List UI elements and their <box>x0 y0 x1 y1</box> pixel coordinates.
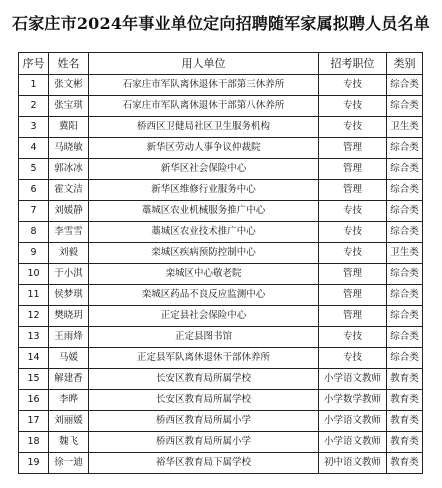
cell-position: 小学数学教师 <box>319 390 387 411</box>
table-row <box>19 159 423 180</box>
roster-table <box>18 52 423 474</box>
cell-index: 9 <box>19 243 49 264</box>
cell-index: 12 <box>19 306 49 327</box>
cell-employer: 新华区维修行业服务中心 <box>89 180 319 201</box>
cell-position: 专技 <box>319 75 387 96</box>
cell-employer: 栾城区疾病预防控制中心 <box>89 243 319 264</box>
cell-category: 卫生类 <box>387 117 423 138</box>
cell-employer: 裕华区教育局下属学校 <box>89 453 319 474</box>
table-row <box>19 180 423 201</box>
document-title: 石家庄市2024年事业单位定向招聘随军家属拟聘人员名单 <box>12 14 430 33</box>
cell-name: 解建香 <box>49 369 89 390</box>
cell-category: 综合类 <box>387 75 423 96</box>
cell-category: 综合类 <box>387 180 423 201</box>
table-row <box>19 285 423 306</box>
cell-category: 综合类 <box>387 201 423 222</box>
cell-index: 5 <box>19 159 49 180</box>
table-row <box>19 390 423 411</box>
table-row <box>19 348 423 369</box>
cell-position: 管理 <box>319 264 387 285</box>
cell-employer: 桥西区教育局所属小学 <box>89 432 319 453</box>
table-body <box>19 75 423 474</box>
cell-employer: 新华区社会保险中心 <box>89 159 319 180</box>
cell-index: 19 <box>19 453 49 474</box>
cell-category: 综合类 <box>387 306 423 327</box>
cell-employer: 栾城区中心敬老院 <box>89 264 319 285</box>
cell-category: 综合类 <box>387 96 423 117</box>
cell-position: 管理 <box>319 180 387 201</box>
cell-index: 10 <box>19 264 49 285</box>
cell-employer: 藁城区农业机械服务推广中心 <box>89 201 319 222</box>
cell-index: 14 <box>19 348 49 369</box>
cell-category: 综合类 <box>387 327 423 348</box>
table-row <box>19 96 423 117</box>
cell-position: 专技 <box>319 243 387 264</box>
table-header-row <box>19 53 423 75</box>
cell-category: 教育类 <box>387 390 423 411</box>
cell-name: 侯梦琪 <box>49 285 89 306</box>
cell-index: 16 <box>19 390 49 411</box>
cell-index: 17 <box>19 411 49 432</box>
cell-name: 张文彬 <box>49 75 89 96</box>
cell-name: 于小淇 <box>49 264 89 285</box>
cell-category: 综合类 <box>387 285 423 306</box>
cell-category: 教育类 <box>387 369 423 390</box>
cell-index: 13 <box>19 327 49 348</box>
cell-position: 小学语文教师 <box>319 411 387 432</box>
cell-category: 卫生类 <box>387 243 423 264</box>
cell-employer: 正定县图书馆 <box>89 327 319 348</box>
cell-position: 小学语文教师 <box>319 432 387 453</box>
cell-name: 刘媛静 <box>49 201 89 222</box>
table-row <box>19 75 423 96</box>
table-row <box>19 201 423 222</box>
cell-employer: 栾城区药品不良反应监测中心 <box>89 285 319 306</box>
cell-position: 专技 <box>319 96 387 117</box>
cell-position: 专技 <box>319 222 387 243</box>
cell-index: 1 <box>19 75 49 96</box>
cell-name: 张宝琪 <box>49 96 89 117</box>
cell-position: 管理 <box>319 306 387 327</box>
table-row <box>19 369 423 390</box>
cell-category: 综合类 <box>387 138 423 159</box>
cell-name: 马媛 <box>49 348 89 369</box>
cell-position: 初中语文教师 <box>319 453 387 474</box>
cell-name: 魏飞 <box>49 432 89 453</box>
table-row <box>19 222 423 243</box>
cell-category: 教育类 <box>387 453 423 474</box>
table-row <box>19 327 423 348</box>
cell-name: 冀阳 <box>49 117 89 138</box>
cell-category: 综合类 <box>387 264 423 285</box>
cell-position: 专技 <box>319 327 387 348</box>
cell-name: 李晔 <box>49 390 89 411</box>
cell-employer: 长安区教育局所属学校 <box>89 390 319 411</box>
cell-position: 专技 <box>319 117 387 138</box>
header-name: 姓名 <box>49 53 89 75</box>
cell-category: 综合类 <box>387 222 423 243</box>
cell-employer: 正定县社会保险中心 <box>89 306 319 327</box>
cell-index: 7 <box>19 201 49 222</box>
cell-index: 4 <box>19 138 49 159</box>
table-row <box>19 138 423 159</box>
table-row <box>19 453 423 474</box>
cell-index: 2 <box>19 96 49 117</box>
table-row <box>19 432 423 453</box>
cell-name: 王雨烽 <box>49 327 89 348</box>
cell-employer: 桥西区教育局所属小学 <box>89 411 319 432</box>
cell-position: 专技 <box>319 348 387 369</box>
cell-name: 樊晓玥 <box>49 306 89 327</box>
cell-employer: 正定县军队离休退休干部休养所 <box>89 348 319 369</box>
header-category: 类别 <box>387 53 423 75</box>
cell-position: 管理 <box>319 159 387 180</box>
cell-employer: 石家庄市军队离休退休干部第八休养所 <box>89 96 319 117</box>
cell-position: 管理 <box>319 285 387 306</box>
header-employer: 用人单位 <box>89 53 319 75</box>
cell-name: 霍文洁 <box>49 180 89 201</box>
cell-index: 3 <box>19 117 49 138</box>
cell-index: 15 <box>19 369 49 390</box>
table-row <box>19 411 423 432</box>
header-index: 序号 <box>19 53 49 75</box>
cell-index: 8 <box>19 222 49 243</box>
cell-position: 专技 <box>319 201 387 222</box>
cell-name: 李雪雪 <box>49 222 89 243</box>
cell-index: 6 <box>19 180 49 201</box>
cell-category: 教育类 <box>387 432 423 453</box>
table-row <box>19 264 423 285</box>
cell-name: 刘丽媛 <box>49 411 89 432</box>
cell-employer: 新华区劳动人事争议仲裁院 <box>89 138 319 159</box>
cell-index: 18 <box>19 432 49 453</box>
table-row <box>19 306 423 327</box>
cell-name: 马晓敏 <box>49 138 89 159</box>
cell-employer: 桥西区卫健局社区卫生服务机构 <box>89 117 319 138</box>
cell-position: 小学语文教师 <box>319 369 387 390</box>
cell-index: 11 <box>19 285 49 306</box>
cell-category: 综合类 <box>387 159 423 180</box>
table-row <box>19 243 423 264</box>
cell-category: 综合类 <box>387 348 423 369</box>
cell-name: 郭冰冰 <box>49 159 89 180</box>
cell-category: 教育类 <box>387 411 423 432</box>
cell-employer: 石家庄市军队离休退休干部第三休养所 <box>89 75 319 96</box>
table-row <box>19 117 423 138</box>
cell-employer: 长安区教育局所属学校 <box>89 369 319 390</box>
header-position: 招考职位 <box>319 53 387 75</box>
cell-name: 刘毅 <box>49 243 89 264</box>
cell-employer: 藁城区农业技术推广中心 <box>89 222 319 243</box>
cell-position: 管理 <box>319 138 387 159</box>
cell-name: 徐一迪 <box>49 453 89 474</box>
